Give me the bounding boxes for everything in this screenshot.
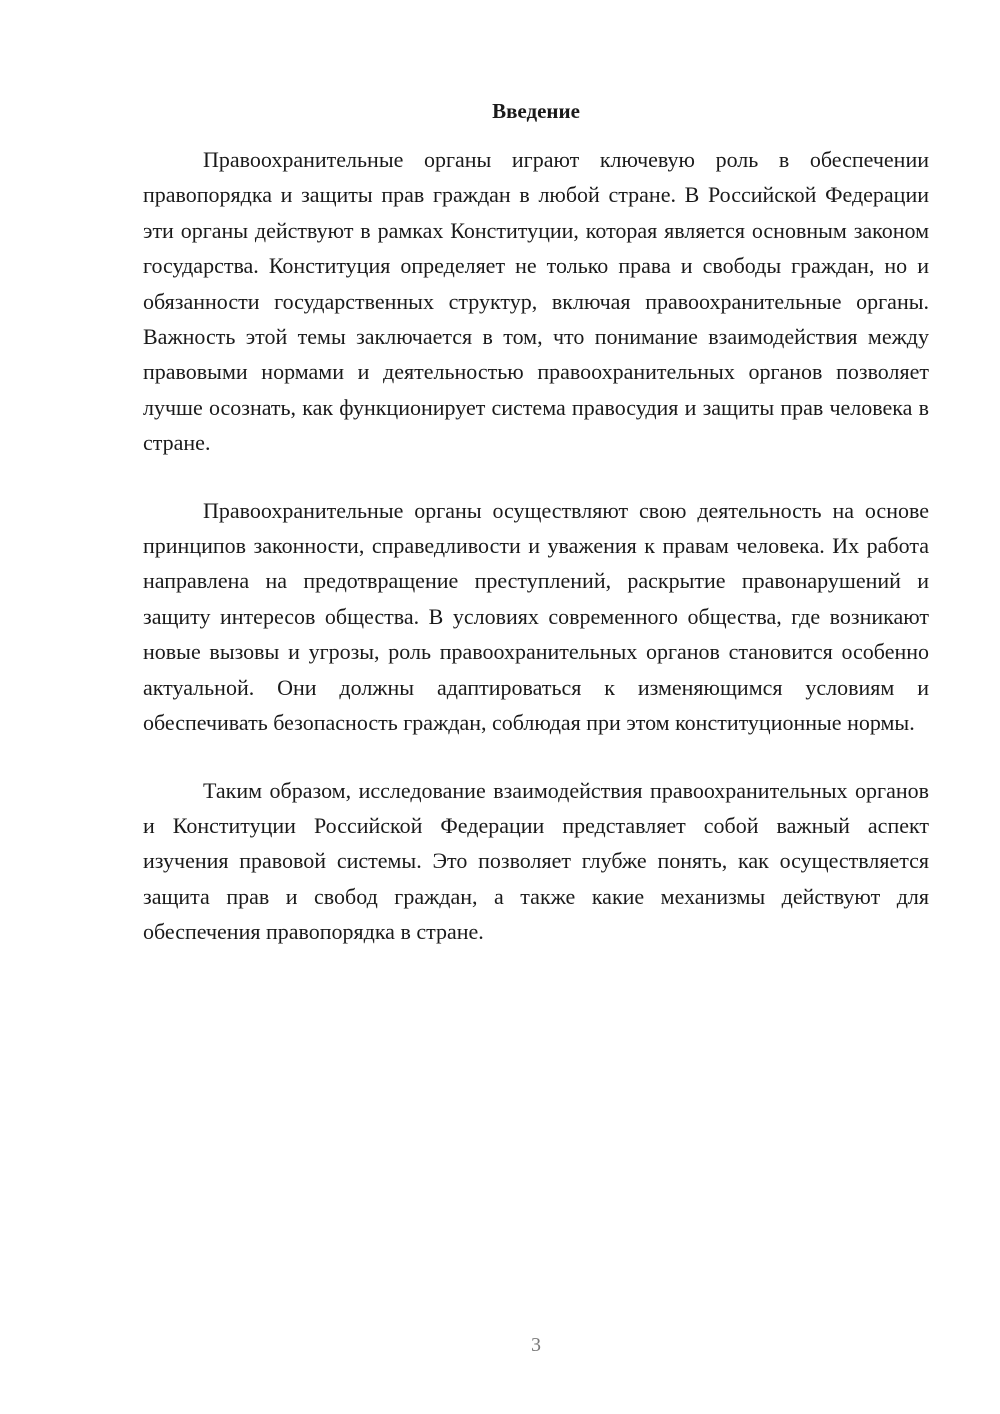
section-heading: Введение: [492, 99, 580, 123]
body-text: [143, 142, 929, 982]
page-number: 3: [531, 1334, 541, 1356]
paragraph-3: Таким образом, исследование взаимодействия правоохранительных органов и Конституции Российской Федерации представляет собой важный аспект изучения правовой системы. Это позволяет глубже понять, как осуществляется защита прав и свобод граждан, а также какие механизмы действуют для обеспечения правопорядка в стране.: [143, 777, 929, 945]
paragraph-2: Правоохранительные органы осуществляют свою деятельность на основе принципов законности, справедливости и уважения к правам человека. Их работа направлена на предотвращение преступлений, раскрытие правонарушений и защиту интересов общества. В условиях современного общества, где возникают новые вызовы и угрозы, роль правоохранительных органов становится особенно актуальной. Они должны адаптироваться к изменяющимся условиям и обеспечивать безопасность граждан, соблюдая при этом конституционные нормы.: [143, 497, 929, 736]
paragraph-1: Правоохранительные органы играют ключевую роль в обеспечении правопорядка и защиты прав граждан в любой стране. В Российской Федерации эти органы действуют в рамках Конституции, которая является основным законом государства. Конституция определяет не только права и свободы граждан, но и обязанности государственных структур, включая правоохранительные органы. Важность этой темы заключается в том, что понимание взаимодействия между правовыми нормами и деятельностью правоохранительных органов позволяет лучше осознать, как функционирует система правосудия и защиты прав человека в стране.: [143, 147, 929, 456]
